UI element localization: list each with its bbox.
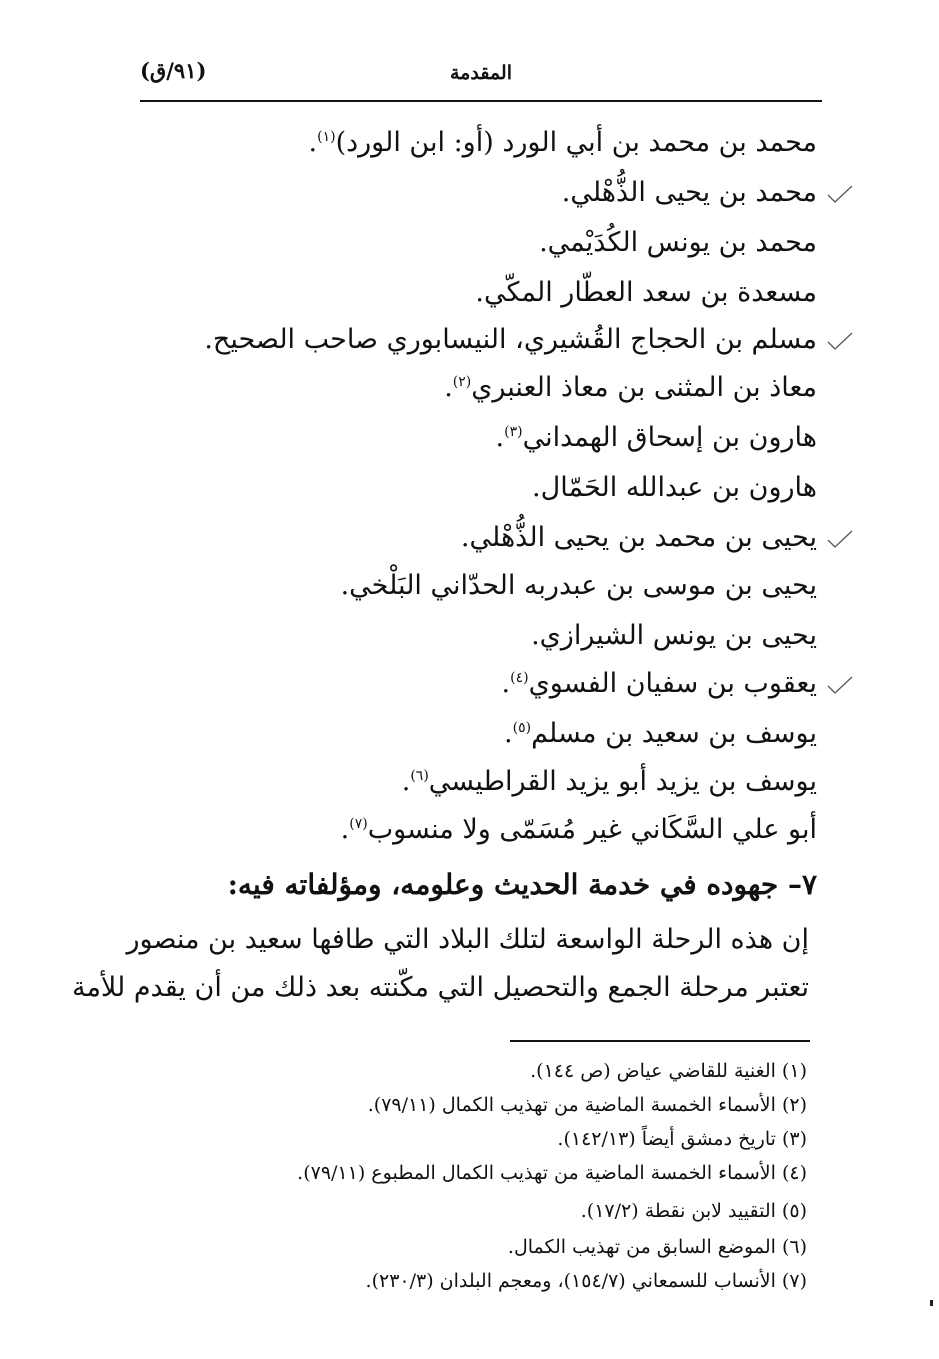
narrator-name: يحيى بن موسى بن عبدربه الحدّاني البَلْخي. <box>340 570 817 601</box>
narrator-name: يوسف بن يزيد أبو يزيد القراطيسي <box>428 766 817 797</box>
line-terminator: . <box>495 422 505 453</box>
footnote-marker: (٣) <box>504 424 523 440</box>
footnote: (٦) الموضع السابق من تهذيب الكمال. <box>507 1236 807 1258</box>
paragraph-line: تعتبر مرحلة الجمع والتحصيل التي مكّنته بعد ذلك من أن يقدم للأمة <box>71 972 809 1003</box>
section-heading: ٧– جهوده في خدمة الحديث وعلومه، ومؤلفاته فيه: <box>227 868 817 901</box>
narrator-name: يحيى بن محمد بن يحيى الذُّهْلي. <box>460 522 817 553</box>
checkmark-icon <box>826 330 854 352</box>
narrator-line <box>539 225 817 261</box>
footnote-marker: (١) <box>317 129 336 145</box>
line-terminator: . <box>504 718 513 749</box>
narrator-line <box>309 125 817 161</box>
footnote: (٥) التقييد لابن نقطة (١٧/٢). <box>580 1200 807 1222</box>
narrator-line <box>496 420 817 456</box>
header-rule <box>140 100 822 102</box>
scan-speck <box>930 1300 933 1306</box>
footnote-marker: (٤) <box>510 670 529 686</box>
paragraph-line: إن هذه الرحلة الواسعة لتلك البلاد التي طافها سعيد بن منصور <box>126 924 809 955</box>
footnote-marker: (٥) <box>512 720 532 736</box>
footnote: (٣) تاريخ دمشق أيضاً (١٤٢/١٣). <box>557 1128 807 1150</box>
narrator-line <box>531 618 817 654</box>
line-terminator: . <box>444 372 453 403</box>
narrator-line <box>502 666 817 702</box>
narrator-name: محمد بن يحيى الذُّهْلي. <box>561 177 817 208</box>
footnote: (٧) الأنساب للسمعاني (١٥٤/٧)، ومعجم البلدان (٢٣٠/٣). <box>365 1270 807 1292</box>
footnote-marker: (٢) <box>452 374 472 390</box>
footnote-rule <box>510 1040 810 1042</box>
checkmark-icon <box>826 674 854 696</box>
running-header <box>140 58 822 98</box>
narrator-name: يحيى بن يونس الشيرازي. <box>531 620 817 651</box>
narrator-name: معاذ بن المثنى بن معاذ العنبري <box>471 372 817 403</box>
line-terminator: . <box>401 766 411 797</box>
narrator-line <box>402 764 817 800</box>
narrator-name: أبو علي السَّكَاني غير مُسَمّى ولا منسوب <box>367 814 817 845</box>
narrator-name: محمد بن يونس الكُدَيْمي. <box>539 227 817 258</box>
footnote-marker: (٧) <box>349 816 368 832</box>
line-terminator: . <box>340 814 350 845</box>
narrator-name: هارون بن عبدالله الحَمّال. <box>532 472 817 503</box>
footnote: (١) الغنية للقاضي عياض (ص ١٤٤). <box>530 1060 807 1082</box>
footnote-marker: (٦) <box>410 768 429 784</box>
narrator-name: محمد بن محمد بن أبي الورد (أو: ابن الورد) <box>335 127 817 158</box>
narrator-line <box>341 568 817 604</box>
narrator-line <box>532 470 817 506</box>
narrator-name: هارون بن إسحاق الهمداني <box>522 422 817 453</box>
narrator-name: يوسف بن سعيد بن مسلم <box>531 718 817 749</box>
header-title: المقدمة <box>449 62 512 84</box>
narrator-line <box>341 812 817 848</box>
narrator-line <box>562 175 817 211</box>
narrator-name: مسلم بن الحجاج القُشيري، النيسابوري صاحب الصحيح. <box>204 324 817 355</box>
narrator-name: مسعدة بن سعد العطّار المكّي. <box>475 277 817 308</box>
narrator-line <box>504 716 817 752</box>
narrator-line <box>204 322 817 358</box>
narrator-line <box>461 520 817 556</box>
narrator-name: يعقوب بن سفيان الفسوي <box>528 668 817 699</box>
footnote: (٤) الأسماء الخمسة الماضية من تهذيب الكمال المطبوع (٧٩/١١). <box>297 1162 807 1184</box>
manuscript-reference: (٩١/ق) <box>140 58 207 83</box>
checkmark-icon <box>826 183 854 205</box>
footnote: (٢) الأسماء الخمسة الماضية من تهذيب الكمال (٧٩/١١). <box>367 1094 807 1116</box>
narrator-line <box>475 275 817 311</box>
checkmark-icon <box>826 528 854 550</box>
line-terminator: . <box>501 668 511 699</box>
narrator-line <box>444 370 817 406</box>
line-terminator: . <box>308 127 318 158</box>
